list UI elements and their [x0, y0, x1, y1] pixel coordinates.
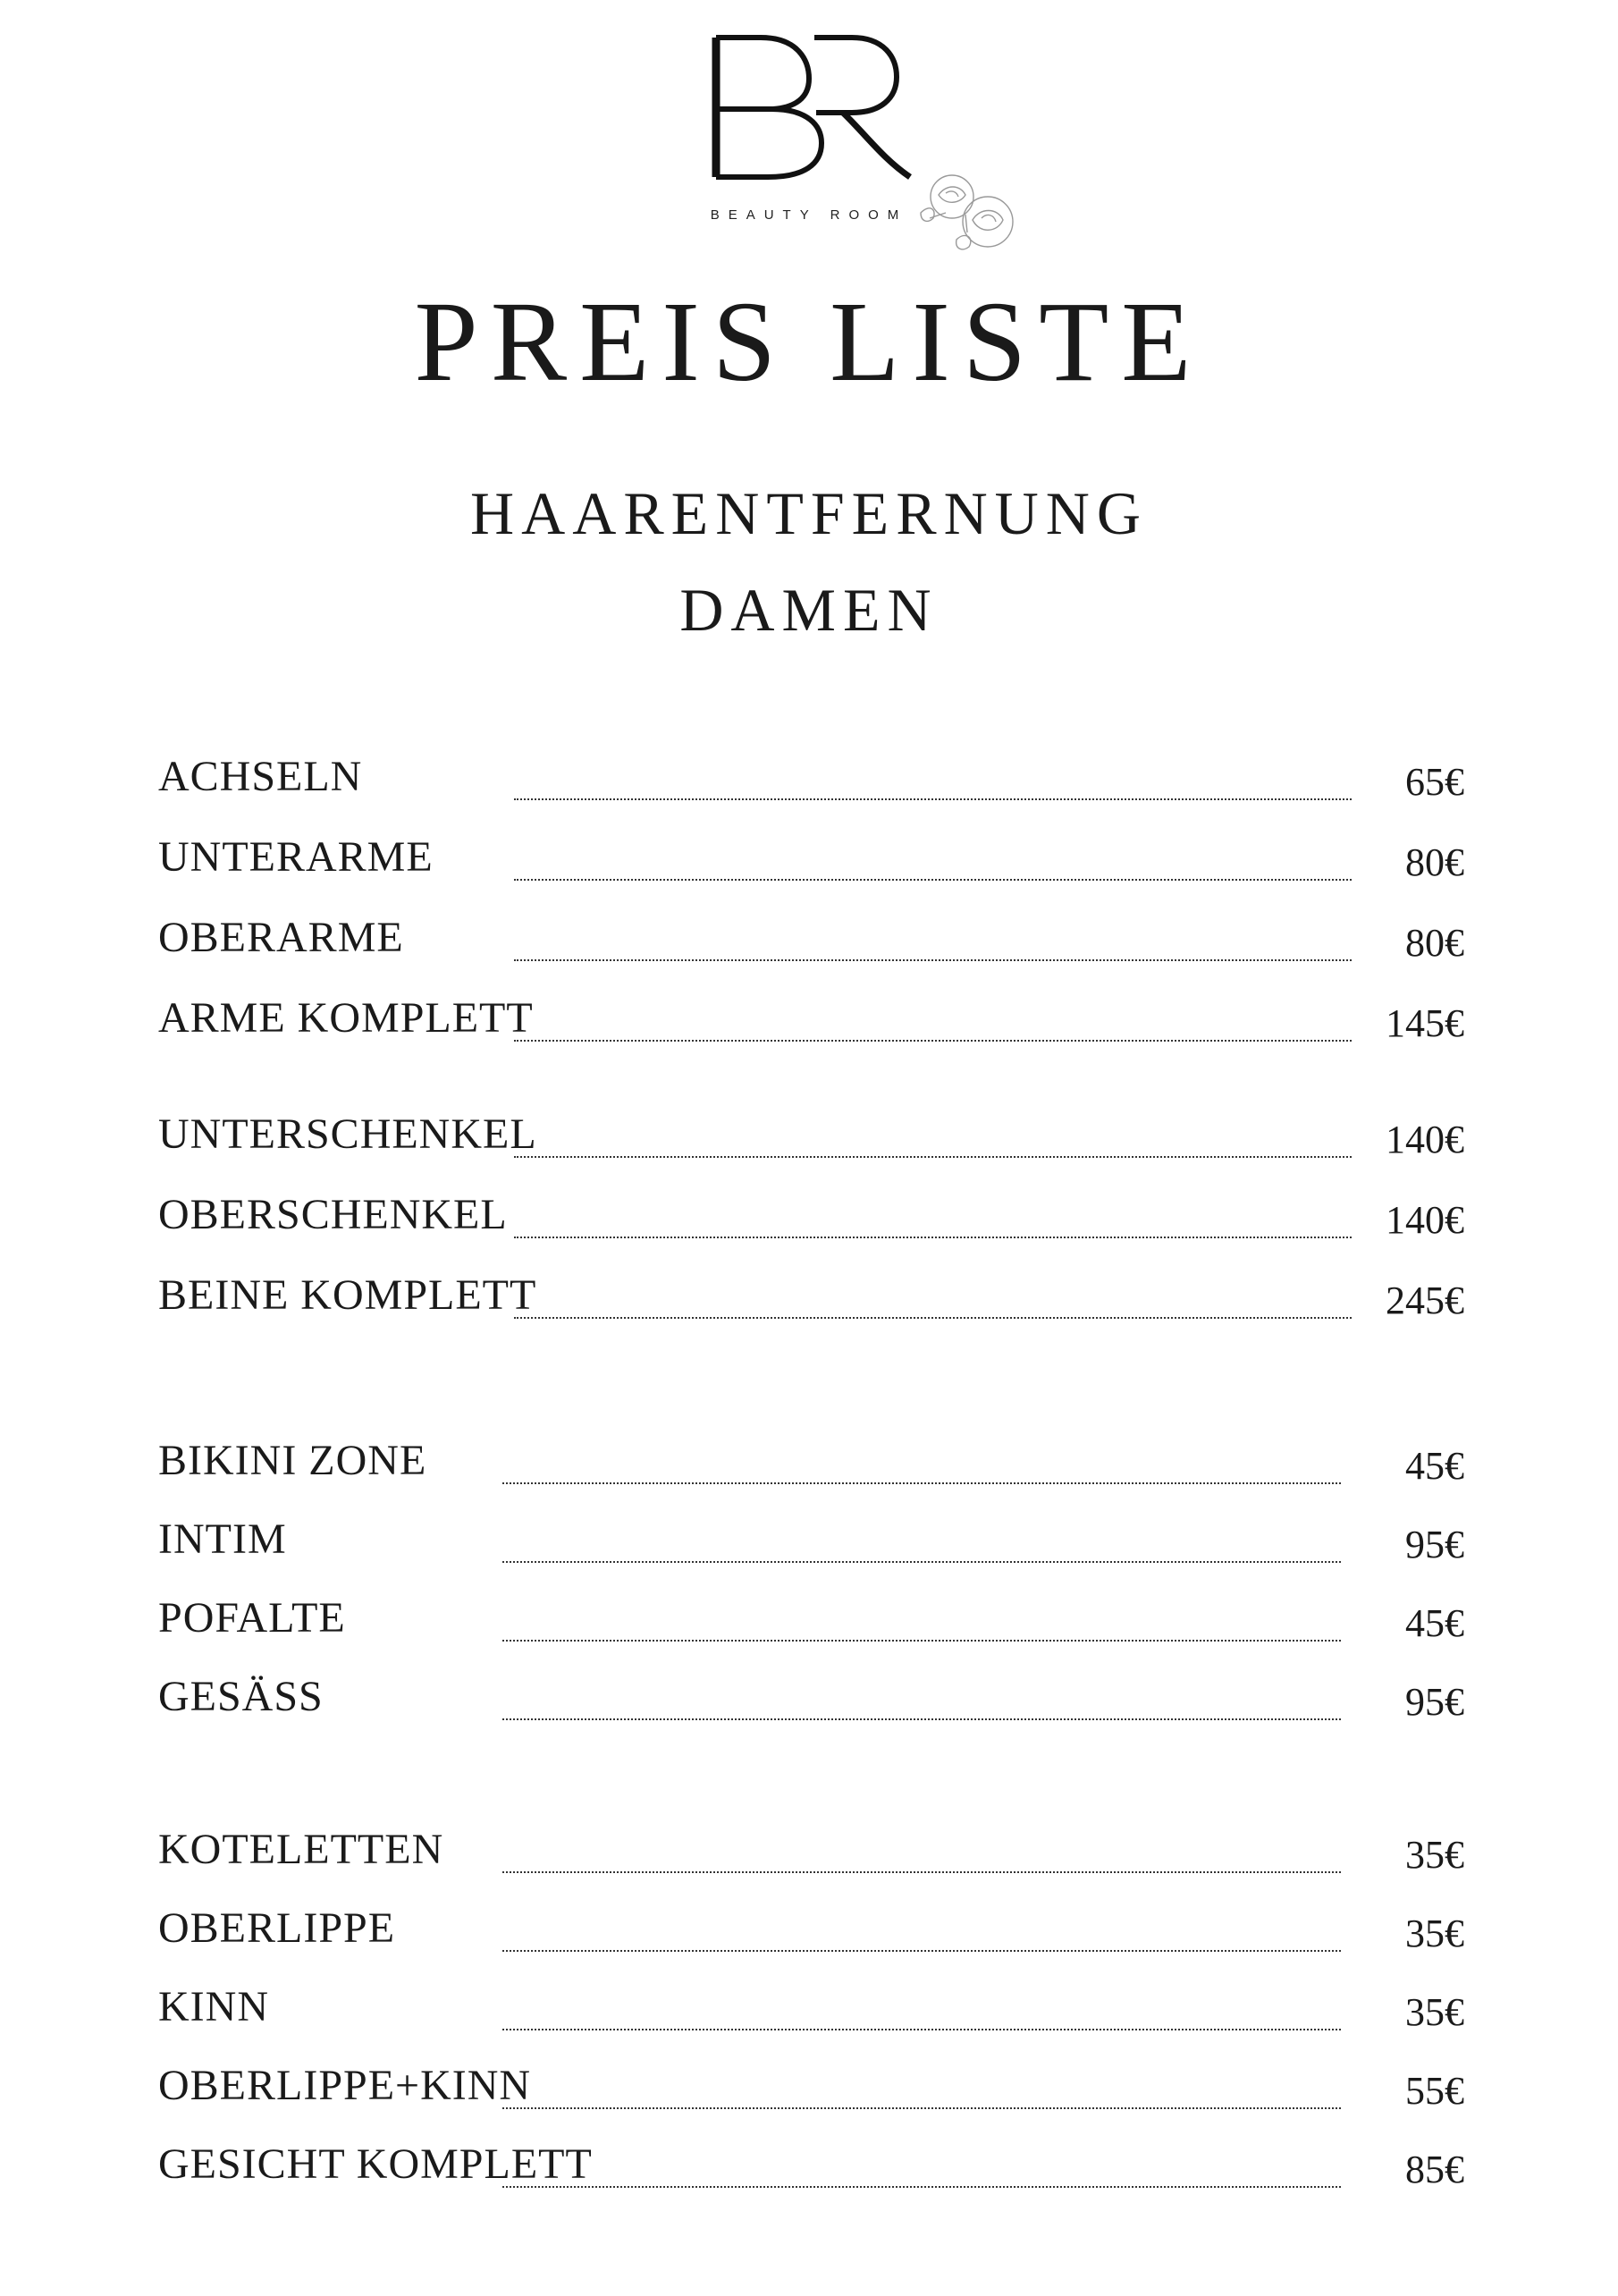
price-row — [0, 1110, 1618, 1176]
price-row — [0, 755, 1618, 818]
price-row — [0, 2140, 1618, 2206]
service-name: UNTERSCHENKEL — [158, 1110, 537, 1158]
dotted-leader — [502, 2186, 1341, 2188]
price-row — [0, 1271, 1618, 1337]
service-price: 45€ — [1405, 1444, 1464, 1488]
service-name: OBERLIPPE+KINN — [158, 2062, 532, 2109]
service-name: KOTELETTEN — [158, 1826, 444, 1873]
service-price: 95€ — [1405, 1523, 1464, 1566]
service-name: ACHSELN — [158, 753, 363, 800]
service-name: UNTERARME — [158, 833, 434, 881]
service-price: 80€ — [1405, 840, 1464, 884]
price-row — [0, 1594, 1618, 1659]
price-row — [0, 1439, 1618, 1502]
price-row — [0, 2064, 1618, 2127]
page-title: PREIS LISTE — [414, 278, 1204, 405]
price-row — [0, 1828, 1618, 1891]
service-price: 45€ — [1405, 1601, 1464, 1645]
dotted-leader — [514, 1237, 1352, 1238]
service-price: 140€ — [1386, 1118, 1464, 1161]
rose-icon — [903, 159, 1028, 257]
service-name: OBERSCHENKEL — [158, 1191, 508, 1238]
dotted-leader — [502, 1871, 1341, 1873]
service-price: 145€ — [1386, 1001, 1464, 1045]
dotted-leader — [502, 1640, 1341, 1642]
brand-logo — [0, 0, 1618, 268]
dotted-leader — [514, 798, 1352, 800]
price-row — [0, 1515, 1618, 1581]
dotted-leader — [514, 1040, 1352, 1042]
dotted-leader — [514, 959, 1352, 961]
service-price: 85€ — [1405, 2148, 1464, 2191]
dotted-leader — [514, 879, 1352, 881]
price-row — [0, 1191, 1618, 1256]
dotted-leader — [502, 1950, 1341, 1952]
price-row — [0, 833, 1618, 899]
dotted-leader — [502, 2029, 1341, 2030]
section-subtitle: DAMEN — [679, 576, 939, 644]
service-price: 140€ — [1386, 1198, 1464, 1242]
service-price: 245€ — [1386, 1279, 1464, 1322]
service-price: 35€ — [1405, 1990, 1464, 2034]
service-name: OBERARME — [158, 914, 404, 961]
price-row — [0, 1983, 1618, 2048]
dotted-leader — [502, 1718, 1341, 1720]
dotted-leader — [514, 1156, 1352, 1158]
service-name: GESÄSS — [158, 1673, 324, 1720]
price-row — [0, 1673, 1618, 1738]
price-row — [0, 1904, 1618, 1970]
dotted-leader — [502, 2107, 1341, 2109]
section-title: HAARENTFERNUNG — [470, 479, 1148, 547]
price-row — [0, 916, 1618, 979]
dotted-leader — [514, 1317, 1352, 1319]
service-price: 35€ — [1405, 1833, 1464, 1877]
brand-tagline: BEAUTY ROOM — [710, 207, 908, 223]
service-price: 95€ — [1405, 1680, 1464, 1724]
service-price: 80€ — [1405, 921, 1464, 965]
br-monogram-logo — [709, 27, 914, 188]
service-name: BEINE KOMPLETT — [158, 1271, 537, 1319]
dotted-leader — [502, 1482, 1341, 1484]
service-name: GESICHT KOMPLETT — [158, 2140, 593, 2188]
price-row — [0, 994, 1618, 1059]
service-price: 65€ — [1405, 760, 1464, 804]
service-name: OBERLIPPE — [158, 1904, 396, 1952]
service-price: 35€ — [1405, 1912, 1464, 1955]
service-name: ARME KOMPLETT — [158, 994, 534, 1042]
service-name: INTIM — [158, 1515, 287, 1563]
service-name: BIKINI ZONE — [158, 1437, 427, 1484]
service-name: KINN — [158, 1983, 269, 2030]
dotted-leader — [502, 1561, 1341, 1563]
service-price: 55€ — [1405, 2069, 1464, 2113]
service-name: POFALTE — [158, 1594, 346, 1642]
